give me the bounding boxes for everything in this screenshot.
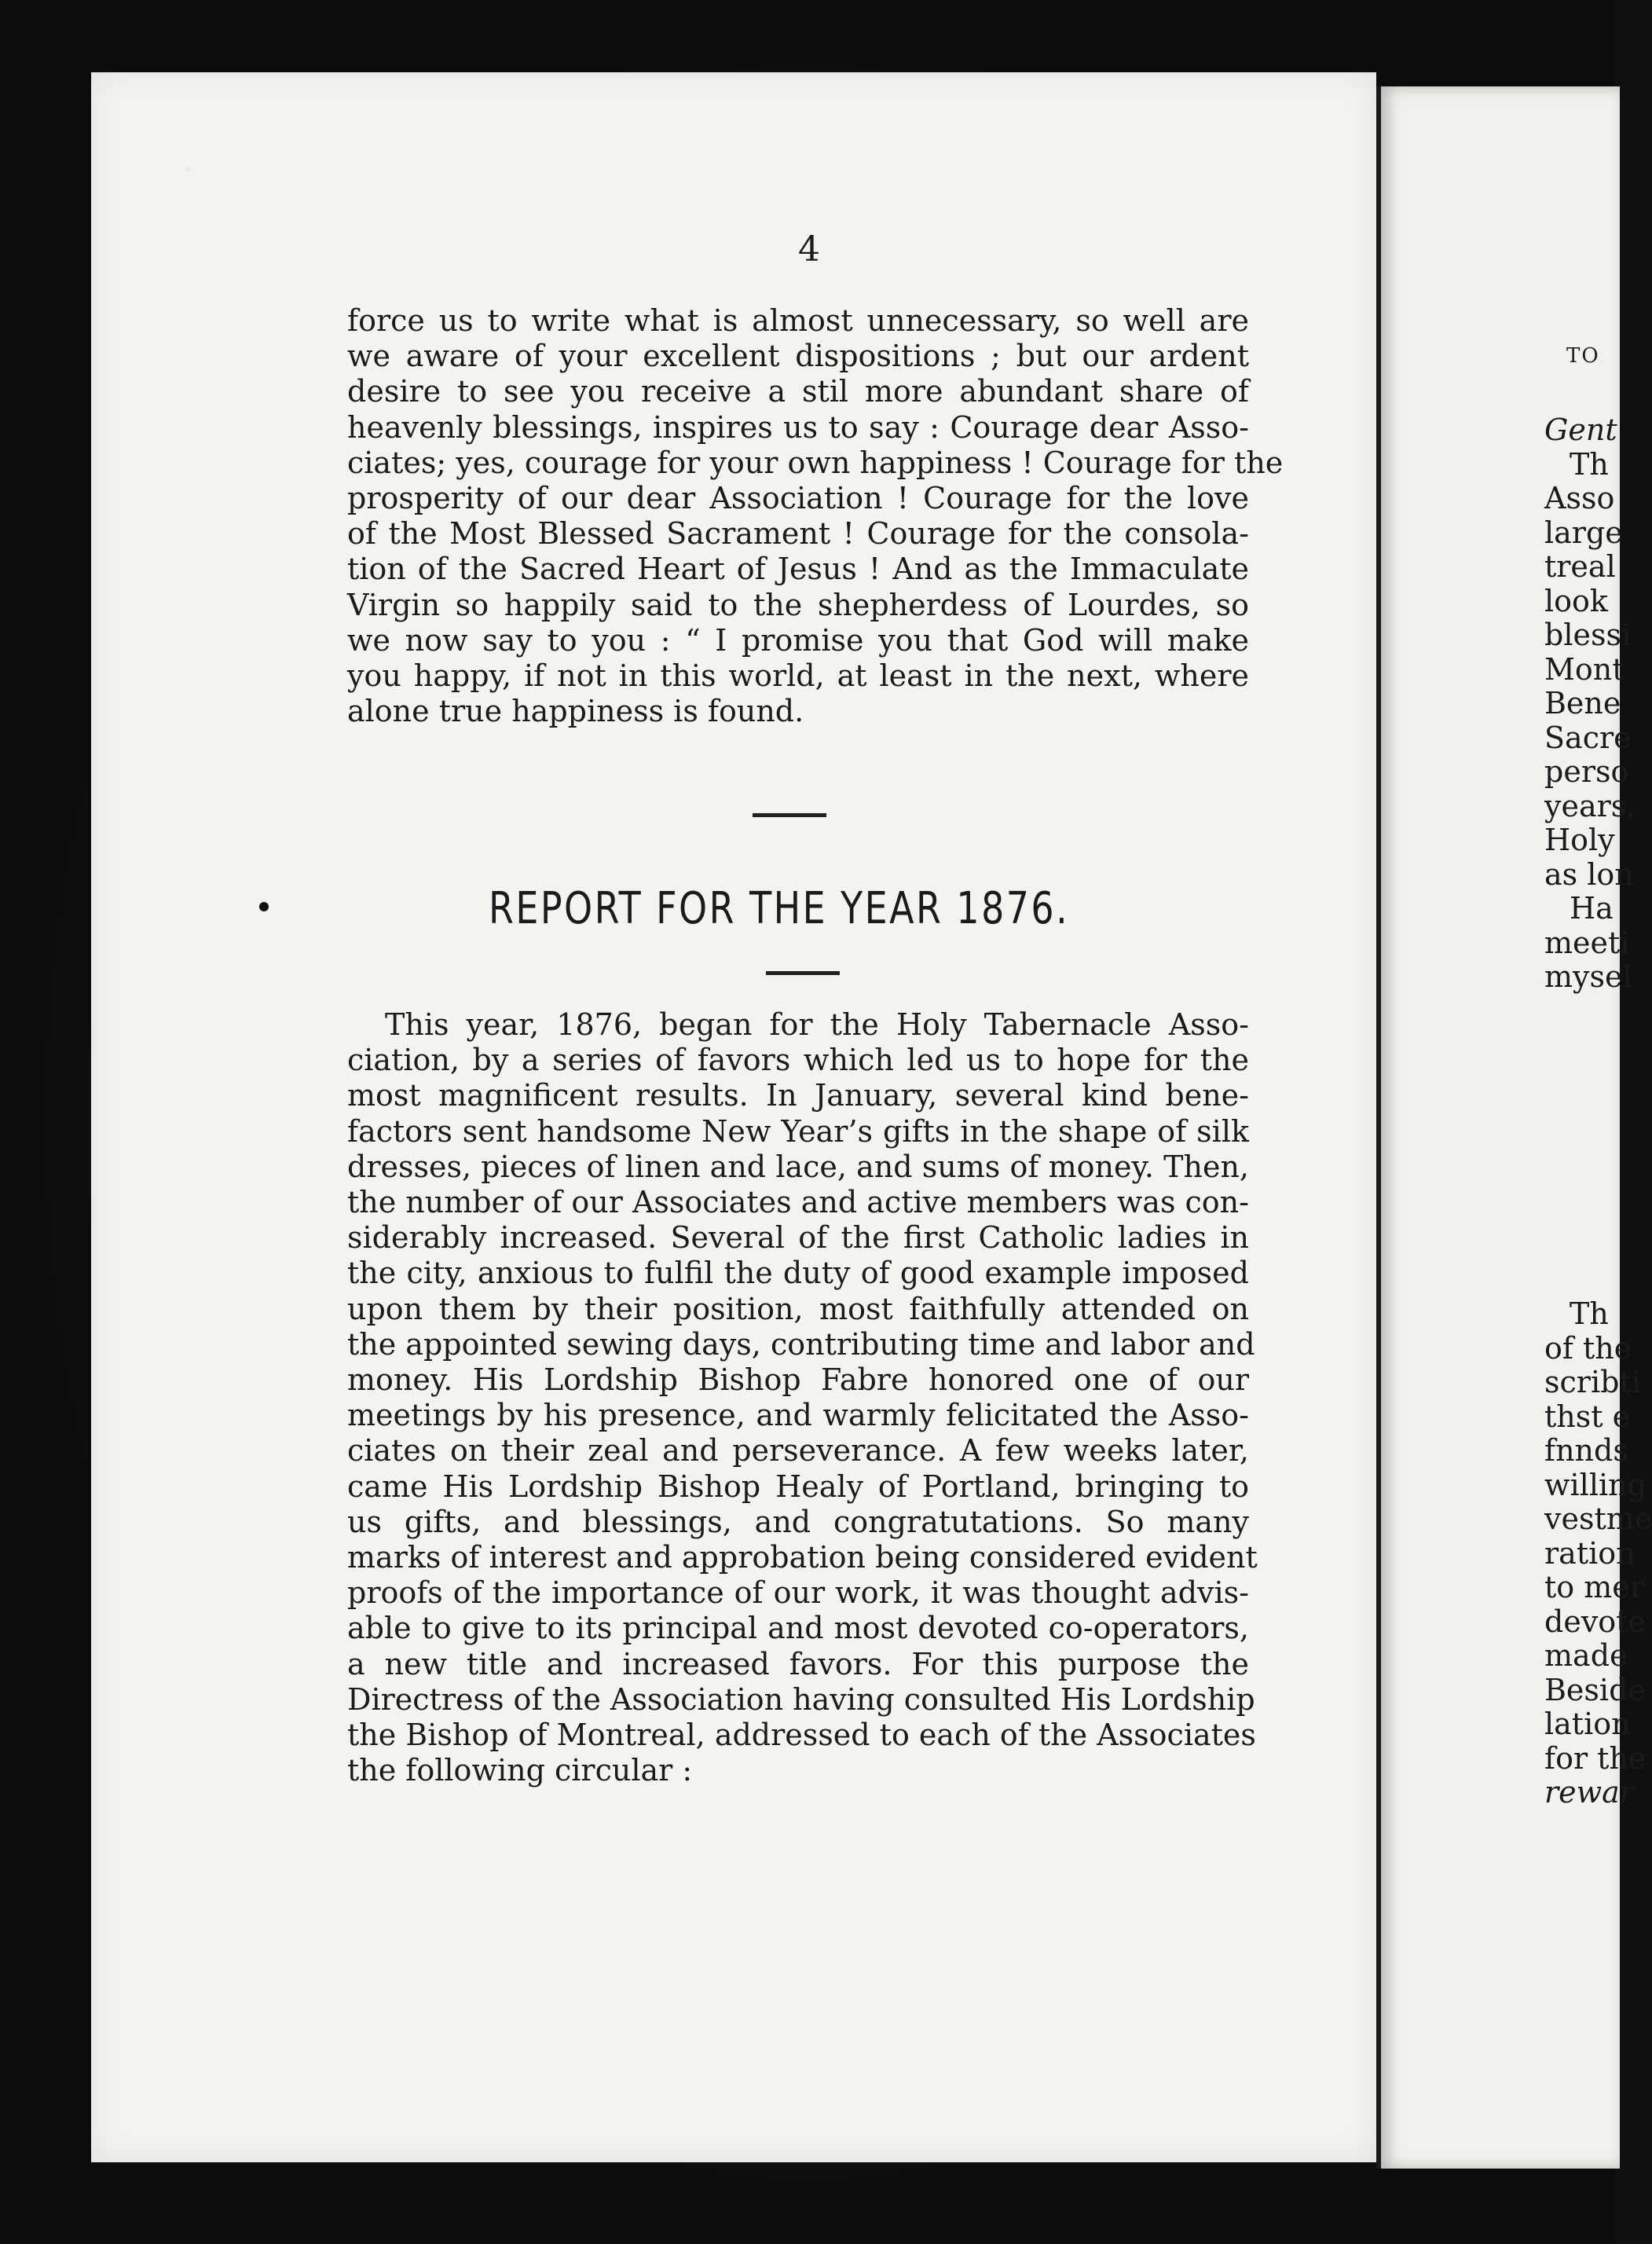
paragraph-exhortation	[347, 303, 1284, 729]
text-line: treal	[1544, 549, 1616, 584]
divider-rule	[753, 813, 826, 817]
text-line: made	[1544, 1638, 1628, 1673]
text-line: of the Most Blessed Sacrament ! Courage for the consola-	[347, 516, 1249, 552]
text-line: the Bishop of Montreal, addressed to each of the Associates	[347, 1718, 1256, 1753]
text-line: Beside	[1544, 1672, 1646, 1707]
text-line: desire to see you receive a stil more abundant share of	[347, 374, 1249, 409]
section-heading: REPORT FOR THE YEAR 1876.	[489, 883, 1070, 934]
text-line: scribti	[1544, 1365, 1641, 1399]
text-line: most magnificent results. In January, several kind bene-	[347, 1078, 1249, 1113]
text-line: the appointed sewing days, contributing time and labor and	[347, 1326, 1255, 1362]
text-line: Holy	[1544, 823, 1615, 857]
text-line: Mont	[1544, 651, 1625, 687]
text-line: as lon	[1544, 856, 1634, 892]
text-line: devote	[1544, 1604, 1646, 1639]
text-line: mysel	[1544, 959, 1632, 994]
text-line: we aware of your excellent dispositions ; but our ardent	[347, 339, 1249, 374]
text-line: we now say to you : “ I promise you that God will make	[347, 622, 1249, 658]
text-line: siderably increased. Several of the first Catholic ladies in	[347, 1220, 1249, 1256]
text-line: Th	[1570, 446, 1609, 482]
text-line: Gent	[1544, 412, 1617, 447]
text-line: ciation, by a series of favors which led us to hope for the	[347, 1043, 1249, 1078]
text-line: ration	[1544, 1535, 1636, 1571]
right-page-top-line	[1566, 339, 1637, 374]
text-line: fnnds	[1544, 1433, 1628, 1468]
text-line: money. His Lordship Bishop Fabre honored one of our	[347, 1362, 1249, 1398]
text-line: TO	[1566, 344, 1600, 368]
text-line: thst e	[1544, 1399, 1631, 1434]
right-page	[1376, 86, 1652, 2169]
paper-speck	[185, 167, 190, 171]
text-line: years,	[1544, 788, 1636, 823]
text-line: you happy, if not in this world, at least in the next, where	[347, 658, 1249, 694]
text-line: able to give to its principal and most devoted co-operators,	[347, 1611, 1249, 1646]
ink-dot	[259, 902, 269, 911]
text-line: meetings by his presence, and warmly felicitated the Asso-	[347, 1398, 1249, 1433]
text-line: tion of the Sacred Heart of Jesus ! And as the Immaculate	[347, 552, 1249, 587]
text-line: Asso	[1544, 481, 1615, 515]
text-line: Sacre	[1544, 720, 1632, 755]
text-line: us gifts, and blessings, and congratutations. So many	[347, 1504, 1249, 1539]
text-line: rewar	[1544, 1775, 1634, 1810]
text-line: Th	[1570, 1296, 1609, 1331]
text-line: upon them by their position, most faithfully attended on	[347, 1291, 1249, 1326]
text-line: This year, 1876, began for the Holy Tabernacle Asso-	[385, 1007, 1249, 1042]
text-line: Virgin so happily said to the shepherdess of Lourdes, so	[347, 587, 1249, 622]
text-line: large	[1544, 515, 1623, 550]
text-line: the number of our Associates and active members was con-	[347, 1185, 1249, 1220]
text-line: the following circular :	[347, 1753, 693, 1788]
paragraph-report	[347, 1007, 1258, 1788]
text-line: the city, anxious to fulfil the duty of good example imposed	[347, 1256, 1249, 1291]
text-line: lation	[1544, 1707, 1631, 1741]
text-line: heavenly blessings, inspires us to say : Courage dear Asso-	[347, 409, 1249, 445]
text-line: ciates on their zeal and perseverance. A few weeks later,	[347, 1433, 1249, 1468]
right-page-block-1	[1544, 412, 1636, 995]
text-line: a new title and increased favors. For this purpose the	[347, 1646, 1249, 1681]
text-line: for the	[1544, 1740, 1647, 1776]
text-line: Directress of the Association having consulted His Lordship	[347, 1681, 1255, 1717]
text-line: look	[1544, 583, 1608, 618]
text-line: blessi	[1544, 618, 1632, 652]
text-line: Ha	[1570, 891, 1614, 926]
text-line: came His Lordship Bishop Healy of Portland, bringing to	[347, 1468, 1249, 1504]
text-line: marks of interest and approbation being considered evident	[347, 1540, 1258, 1575]
text-line: to mer	[1544, 1570, 1644, 1604]
text-line: proofs of the importance of our work, it was thought advis-	[347, 1575, 1249, 1611]
text-line: prosperity of our dear Association ! Courage for the love	[347, 481, 1249, 516]
text-line: Bene	[1544, 686, 1621, 720]
text-line: force us to write what is almost unnecessary, so well are	[347, 303, 1249, 338]
text-line: willing	[1544, 1467, 1647, 1502]
text-line: alone true happiness is found.	[347, 694, 804, 729]
divider-rule	[766, 971, 840, 975]
text-line: dresses, pieces of linen and lace, and sums of money. Then,	[347, 1149, 1249, 1184]
text-line: vestme	[1544, 1502, 1652, 1536]
text-line: factors sent handsome New Year’s gifts in the shape of silk	[347, 1113, 1249, 1149]
text-line: ciates; yes, courage for your own happiness ! Courage for the	[347, 445, 1284, 480]
page-number: 4	[798, 229, 820, 270]
text-line: perso	[1544, 754, 1629, 789]
text-line: of the	[1544, 1330, 1632, 1366]
right-page-block-2	[1544, 1296, 1652, 1810]
text-line: meeti	[1544, 925, 1630, 960]
